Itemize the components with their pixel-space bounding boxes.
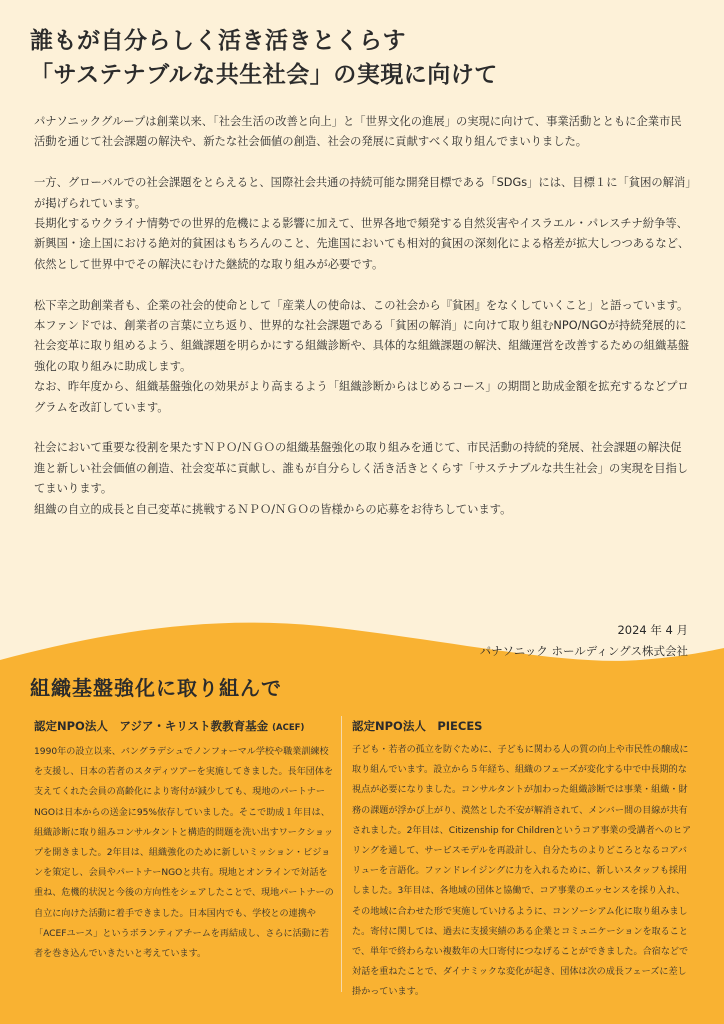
- signature-block: [480, 620, 688, 662]
- case-study-text: 子ども・若者の孤立を防ぐために、子どもに関わる人の質の向上や市民性の醸成に取り組んでいます。設立から５年経ち、組織のフェーズが変化する中で中長期的な視点が必要になりました。コンサルタントが加わった組織診断では事業・組織・財務の課題が浮かび上がり、漠然とした不安が解消されて、メンバー間の目線が共有されました。2年目は、Citizenship for Childrenというコア事業の受講者へのヒアリングを通して、サービスモデルを再設計し、自分たちのよりどころとなるコアバリューを言語化。ファンドレイジングに力を入れるために、新しいスタッフも採用しました。3年目は、各地域の団体と協働で、コア事業のエッセンスを採り入れ、その地域に合わせた形で実施していけるように、コンソーシアム化に取り組みました。寄付に関しては、過去に支援実績のある企業とコミュニケーションを取ることで、単年で終わらない複数年の大口寄付につなげることができました。合宿などで対話を重ねたことで、ダイナミックな変化が起き、団体は次の成長フェーズに差し掛かっています。: [352, 745, 692, 998]
- page-title: [30, 24, 694, 92]
- org-name-text: 認定NPO法人 アジア・キリスト教教育基金: [34, 719, 269, 733]
- org-name-pieces: 認定NPO法人 PIECES: [352, 719, 483, 733]
- org-name-acef: [34, 716, 334, 738]
- paragraph-8: 組織の自立的成長と自己変革に挑戦するＮＰＯ/ＮＧＯの皆様からの応募をお待ちしています。: [34, 502, 512, 516]
- title-line-2: 「サステナブルな共生社会」の実現に向けて: [30, 62, 498, 88]
- body-text: [34, 112, 692, 520]
- case-study-right: [352, 716, 692, 1003]
- section-title: 組織基盤強化に取り組んで: [30, 676, 282, 700]
- org-abbr: (ACEF): [272, 723, 305, 733]
- case-study-left: [34, 716, 334, 964]
- paragraph-1: パナソニックグループは創業以来、「社会生活の改善と向上」と「世界文化の進展」の実現に向けて、事業活動とともに企業市民活動を通じて社会課題の解決や、新たな社会価値の創造、社会の発展に貢献すべく取り組んでまいりました。: [34, 115, 682, 149]
- paragraph-6: なお、昨年度から、組織基盤強化の効果がより高まるよう「組織診断からはじめるコース」の期間と助成金額を拡充するなどプログラムを改訂しています。: [34, 380, 689, 414]
- paragraph-2: 一方、グローバルでの社会課題をとらえると、国際社会共通の持続可能な開発目標である「SDGs」には、目標１に「貧困の解消」が掲げられています。: [34, 176, 691, 210]
- signature-date: 2024 年 4 月: [617, 623, 688, 637]
- paragraph-4: 松下幸之助創業者も、企業の社会的使命として「産業人の使命は、この社会から『貧困』をなくしていくこと」と語っています。: [34, 298, 689, 312]
- column-divider: [341, 716, 342, 992]
- signature-company: パナソニック ホールディングス株式会社: [479, 644, 688, 658]
- paragraph-3: 長期化するウクライナ情勢での世界的危機による影響に加えて、世界各地で頻発する自然災害やイスラエル・パレスチナ紛争等、新興国・途上国における絶対的貧困はもちろんのこと、先進国においても相対的貧困の深刻化による格差が拡大しつつあるなど、依然として世界中でその解決にむけた継続的な取り組みが必要です。: [34, 217, 690, 271]
- paragraph-7: 社会において重要な役割を果たすＮＰＯ/ＮＧＯの組織基盤強化の取り組みを通じて、市民活動の持続的発展、社会課題の解決促進と新しい社会価値の創造、社会変革に貢献し、誰もが自分らしく活き活きとくらす「サステナブルな共生社会」の実現を目指してまいります。: [34, 441, 689, 496]
- case-study-text: 1990年の設立以来、バングラデシュでノンフォーマル学校や職業訓練校を支援し、日本の若者のスタディツアーを実施してきました。長年団体を支えてくれた会員の高齢化により寄付が減少しても、現地のパートナーNGOは日本からの送金に95%依存していました。そこで助成１年目は、組織診断に取り組みコンサルタントと構造的問題を洗い出すワークショップを開きました。2年目は、組織強化のために新しいミッション・ビジョンを策定し、会員やパートナーNGOと共有。現地とオンラインで対話を重ね、危機的状況と今後の方向性をシェアしたことで、現地パートナーの自立に向けた活動に着手できました。日本国内でも、学校との連携や「ACEFユース」というボランティアチームを再結成し、さらに活動に若者を巻き込んでいきたいと考えています。: [34, 747, 334, 960]
- paragraph-5: 本ファンドでは、創業者の言葉に立ち返り、世界的な社会課題である「貧困の解消」に向けて取り組むNPO/NGOが持続発展的に社会変革に取り組めるよう、組織課題を明らかにする組織診断や、具体的な組織課題の解決、組織運営を改善するための組織基盤強化の取り組みに助成します。: [34, 319, 689, 373]
- title-line-1: 誰もが自分らしく活き活きとくらす: [30, 28, 406, 54]
